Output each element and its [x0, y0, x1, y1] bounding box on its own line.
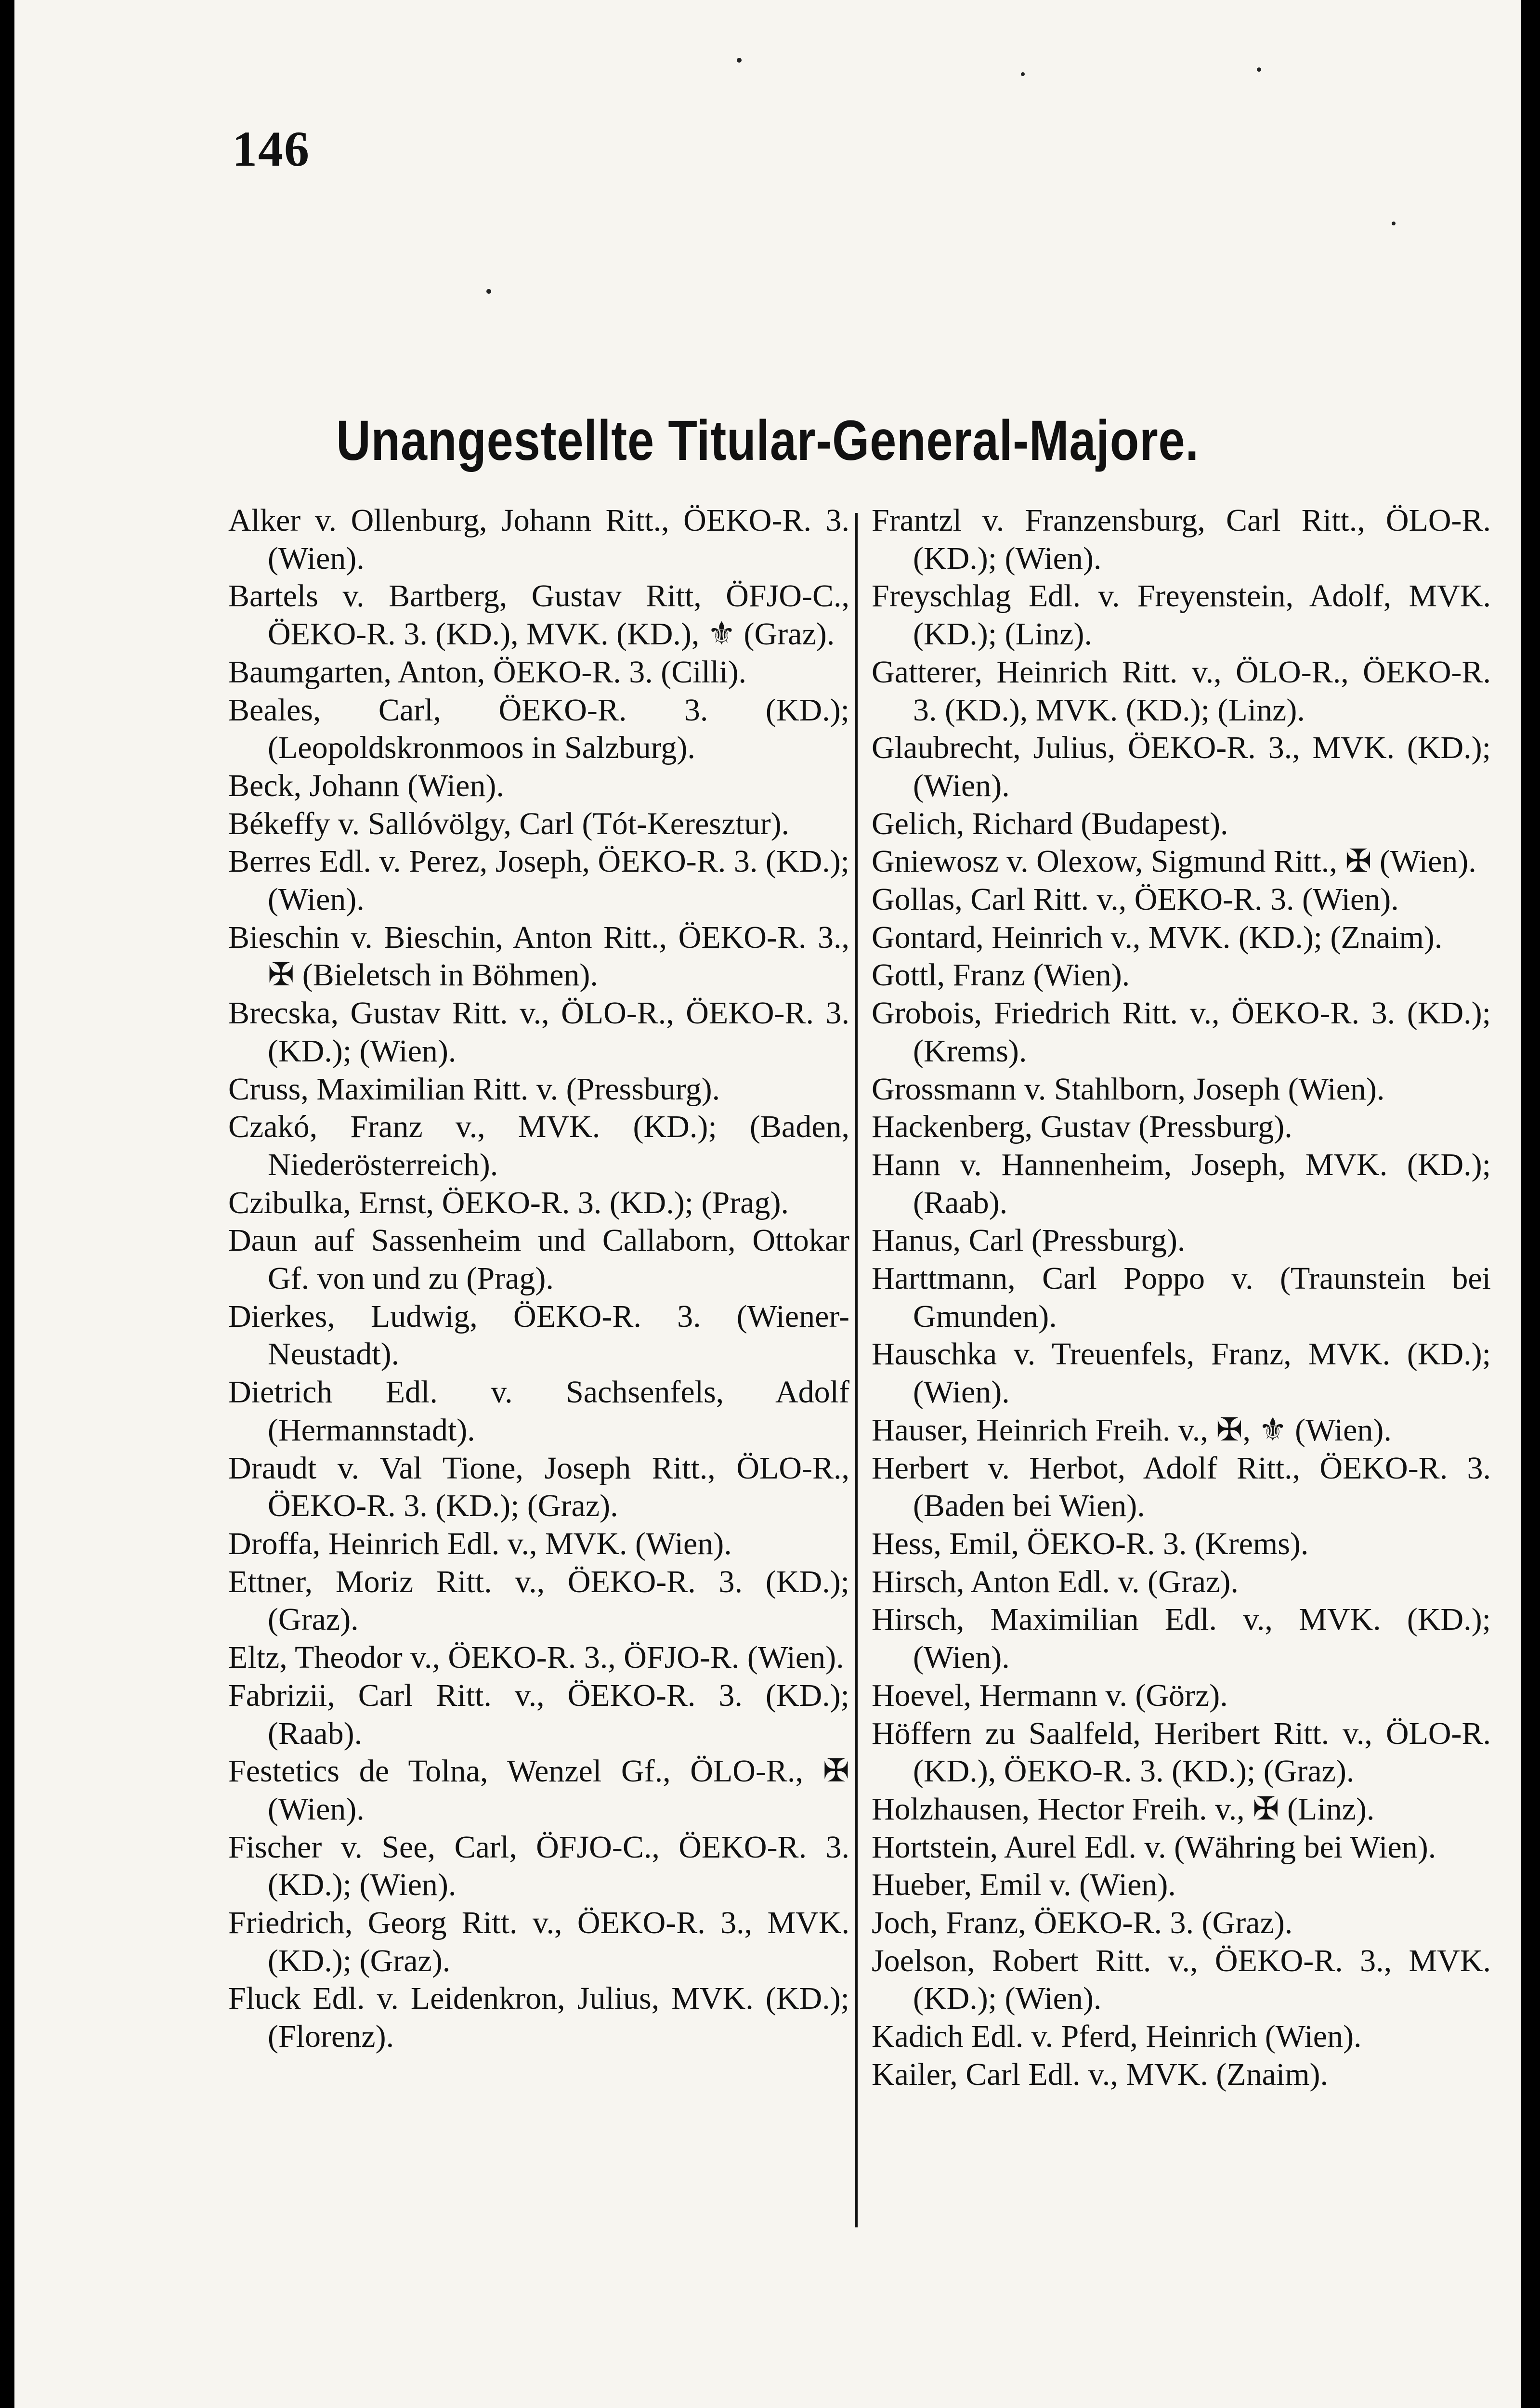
list-item: Czakó, Franz v., MVK. (KD.); (Baden, Niederösterreich).: [228, 1109, 849, 1182]
list-item: Herbert v. Herbot, Adolf Ritt., ÖEKO-R. 3. (Baden bei Wien).: [872, 1450, 1491, 1524]
list-item: Grossmann v. Stahlborn, Joseph (Wien).: [872, 1071, 1385, 1107]
list-item: Hoevel, Hermann v. (Görz).: [872, 1677, 1228, 1713]
list-item: Dierkes, Ludwig, ÖEKO-R. 3. (Wiener-Neustadt).: [228, 1298, 849, 1372]
page-number: 146: [232, 121, 310, 177]
list-item: Daun auf Sassenheim und Callaborn, Ottokar Gf. von und zu (Prag).: [228, 1223, 849, 1296]
page-title: Unangestellte Titular-General-Majore.: [336, 409, 1199, 473]
list-item: Cruss, Maximilian Ritt. v. (Pressburg).: [228, 1071, 720, 1107]
list-item: Hann v. Hannenheim, Joseph, MVK. (KD.); (Raab).: [872, 1147, 1491, 1220]
list-item: Hackenberg, Gustav (Pressburg).: [872, 1109, 1292, 1145]
list-item: Hanus, Carl (Pressburg).: [872, 1223, 1186, 1258]
column-divider: [855, 513, 858, 2227]
list-item: Draudt v. Val Tione, Joseph Ritt., ÖLO-R., ÖEKO-R. 3. (KD.); (Graz).: [228, 1450, 849, 1524]
list-item: Holzhausen, Hector Freih. v., ✠ (Linz).: [872, 1791, 1375, 1827]
list-item: Hueber, Emil v. (Wien).: [872, 1867, 1176, 1903]
paper-speck: [737, 58, 742, 63]
list-item: Berres Edl. v. Perez, Joseph, ÖEKO-R. 3. (KD.); (Wien).: [228, 844, 849, 917]
list-item: Frantzl v. Franzensburg, Carl Ritt., ÖLO-R. (KD.); (Wien).: [872, 503, 1491, 576]
list-item: Beales, Carl, ÖEKO-R. 3. (KD.); (Leopoldskronmoos in Salzburg).: [228, 692, 849, 766]
list-item: Joch, Franz, ÖEKO-R. 3. (Graz).: [872, 1905, 1293, 1941]
list-item: Fabrizii, Carl Ritt. v., ÖEKO-R. 3. (KD.); (Raab).: [228, 1677, 849, 1751]
right-column: [872, 502, 1491, 2094]
list-item: Kadich Edl. v. Pferd, Heinrich (Wien).: [872, 2019, 1362, 2055]
list-item: Hirsch, Anton Edl. v. (Graz).: [872, 1564, 1239, 1599]
list-item: Beck, Johann (Wien).: [228, 768, 504, 803]
book-page: [14, 0, 1521, 2408]
list-item: Ettner, Moriz Ritt. v., ÖEKO-R. 3. (KD.); (Graz).: [228, 1564, 849, 1637]
list-item: Hauschka v. Treuenfels, Franz, MVK. (KD.); (Wien).: [872, 1336, 1491, 1410]
list-item: Dietrich Edl. v. Sachsenfels, Adolf (Hermannstadt).: [228, 1374, 849, 1448]
list-item: Gottl, Franz (Wien).: [872, 957, 1130, 993]
list-item: Fluck Edl. v. Leidenkron, Julius, MVK. (KD.); (Florenz).: [228, 1981, 849, 2055]
list-item: Kailer, Carl Edl. v., MVK. (Znaim).: [872, 2056, 1329, 2092]
list-item: Freyschlag Edl. v. Freyenstein, Adolf, MVK. (KD.); (Linz).: [872, 578, 1491, 652]
list-item: Höffern zu Saalfeld, Heribert Ritt. v., ÖLO-R. (KD.), ÖEKO-R. 3. (KD.); (Graz).: [872, 1715, 1491, 1789]
list-item: Gatterer, Heinrich Ritt. v., ÖLO-R., ÖEKO-R. 3. (KD.), MVK. (KD.); (Linz).: [872, 654, 1491, 728]
left-column: [228, 502, 849, 2056]
list-item: Czibulka, Ernst, ÖEKO-R. 3. (KD.); (Prag).: [228, 1185, 789, 1220]
list-item: Festetics de Tolna, Wenzel Gf., ÖLO-R., ✠ (Wien).: [228, 1754, 849, 1827]
list-item: Harttmann, Carl Poppo v. (Traunstein bei Gmunden).: [872, 1261, 1491, 1334]
list-item: Hess, Emil, ÖEKO-R. 3. (Krems).: [872, 1526, 1309, 1561]
list-item: Alker v. Ollenburg, Johann Ritt., ÖEKO-R. 3. (Wien).: [228, 503, 849, 576]
list-item: Gelich, Richard (Budapest).: [872, 806, 1228, 841]
list-item: Bieschin v. Bieschin, Anton Ritt., ÖEKO-R. 3., ✠ (Bieletsch in Böhmen).: [228, 919, 849, 993]
list-item: Eltz, Theodor v., ÖEKO-R. 3., ÖFJO-R. (Wien).: [228, 1640, 844, 1675]
list-item: Gniewosz v. Olexow, Sigmund Ritt., ✠ (Wien).: [872, 844, 1476, 879]
list-item: Gollas, Carl Ritt. v., ÖEKO-R. 3. (Wien).: [872, 882, 1399, 917]
list-item: Hauser, Heinrich Freih. v., ✠, ⚜ (Wien).: [872, 1412, 1392, 1448]
list-item: Békeffy v. Sallóvölgy, Carl (Tót-Keresztur).: [228, 806, 790, 841]
paper-speck: [1392, 222, 1396, 225]
list-item: Gontard, Heinrich v., MVK. (KD.); (Znaim).: [872, 919, 1443, 955]
list-item: Joelson, Robert Ritt. v., ÖEKO-R. 3., MVK. (KD.); (Wien).: [872, 1943, 1491, 2016]
list-item: Baumgarten, Anton, ÖEKO-R. 3. (Cilli).: [228, 654, 747, 690]
list-item: Glaubrecht, Julius, ÖEKO-R. 3., MVK. (KD.); (Wien).: [872, 730, 1491, 803]
list-item: Droffa, Heinrich Edl. v., MVK. (Wien).: [228, 1526, 732, 1561]
list-item: Hortstein, Aurel Edl. v. (Währing bei Wien).: [872, 1829, 1436, 1865]
list-item: Friedrich, Georg Ritt. v., ÖEKO-R. 3., MVK. (KD.); (Graz).: [228, 1905, 849, 1978]
list-item: Hirsch, Maximilian Edl. v., MVK. (KD.); (Wien).: [872, 1602, 1491, 1675]
paper-speck: [486, 289, 491, 294]
paper-speck: [1021, 72, 1025, 76]
list-item: Brecska, Gustav Ritt. v., ÖLO-R., ÖEKO-R. 3. (KD.); (Wien).: [228, 995, 849, 1069]
list-item: Bartels v. Bartberg, Gustav Ritt, ÖFJO-C., ÖEKO-R. 3. (KD.), MVK. (KD.), ⚜ (Graz).: [228, 578, 849, 652]
list-item: Fischer v. See, Carl, ÖFJO-C., ÖEKO-R. 3. (KD.); (Wien).: [228, 1829, 849, 1903]
paper-speck: [1257, 67, 1261, 72]
list-item: Grobois, Friedrich Ritt. v., ÖEKO-R. 3. (KD.); (Krems).: [872, 995, 1491, 1069]
